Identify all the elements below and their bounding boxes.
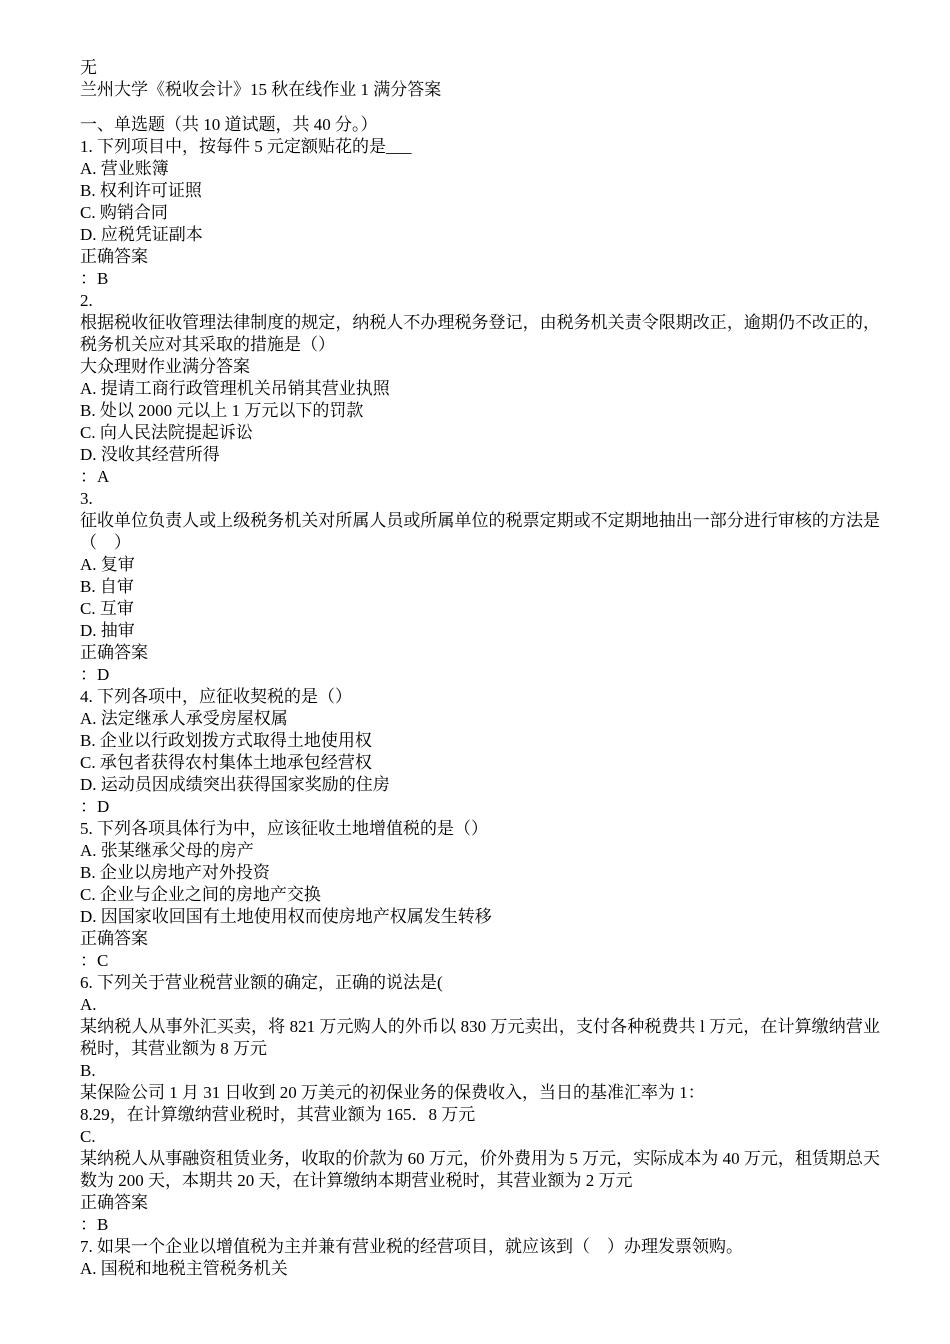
question-number: 3.	[80, 489, 93, 508]
section-heading: 一、单选题（共 10 道试题，共 40 分。）	[80, 115, 378, 134]
option-b: B. 企业以房地产对外投资	[80, 863, 270, 882]
option-d: D. 没收其经营所得	[80, 445, 220, 464]
answer-value: ：C	[80, 951, 109, 970]
option-b: B. 处以 2000 元以上 1 万元以下的罚款	[80, 401, 364, 420]
option-c: C. 承包者获得农村集体土地承包经营权	[80, 753, 372, 772]
question-5	[80, 818, 880, 972]
option-b: B. 自审	[80, 577, 134, 596]
question-3	[80, 488, 880, 686]
top-label: 无	[80, 58, 97, 77]
answer-label: 正确答案	[80, 929, 148, 948]
question-stem: 征收单位负责人或上级税务机关对所属人员或所属单位的税票定期或不定期地抽出一部分进行审核的方法是（ ）	[80, 511, 880, 552]
question-6	[80, 972, 880, 1236]
option-d: D. 抽审	[80, 621, 135, 640]
option-c: C. 企业与企业之间的房地产交换	[80, 885, 321, 904]
answer-label: 正确答案	[80, 247, 148, 266]
option-a-text: 某纳税人从事外汇买卖，将 821 万元购人的外币以 830 万元卖出，支付各种税费共 l 万元，在计算缴纳营业税时，其营业额为 8 万元	[80, 1017, 880, 1058]
question-note: 大众理财作业满分答案	[80, 357, 250, 376]
answer-value: ：A	[80, 467, 110, 486]
question-number: 2.	[80, 291, 93, 310]
answer-label: 正确答案	[80, 1193, 148, 1212]
option-b-text-line1: 某保险公司 1 月 31 日收到 20 万美元的初保业务的保费收入，当日的基准汇率为 1：	[80, 1083, 705, 1102]
option-a: A. 营业账簿	[80, 159, 169, 178]
answer-value: ：B	[80, 1215, 109, 1234]
question-4	[80, 686, 880, 818]
spacer	[80, 101, 880, 114]
option-b: B. 企业以行政划拨方式取得土地使用权	[80, 731, 372, 750]
question-number: 5. 下列各项具体行为中，应该征收土地增值税的是（）	[80, 819, 488, 838]
question-stem: 根据税收征收管理法律制度的规定，纳税人不办理税务登记，由税务机关责令限期改正，逾期仍不改正的，税务机关应对其采取的措施是（）	[80, 313, 880, 354]
question-number: 4. 下列各项中，应征收契税的是（）	[80, 687, 352, 706]
question-7	[80, 1236, 880, 1280]
option-c-marker: C.	[80, 1127, 96, 1146]
answer-value: ：D	[80, 665, 110, 684]
option-a: A. 提请工商行政管理机关吊销其营业执照	[80, 379, 390, 398]
option-a-marker: A.	[80, 995, 97, 1014]
question-number: 6. 下列关于营业税营业额的确定，正确的说法是(	[80, 973, 443, 992]
option-d: D. 因国家收回国有土地使用权而使房地产权属发生转移	[80, 907, 492, 926]
question-number: 7. 如果一个企业以增值税为主并兼有营业税的经营项目，就应该到（ ）办理发票领购。	[80, 1237, 743, 1256]
question-2	[80, 290, 880, 488]
question-number: 1. 下列项目中，按每件 5 元定额贴花的是___	[80, 137, 412, 156]
option-a: A. 张某继承父母的房产	[80, 841, 254, 860]
option-d: D. 应税凭证副本	[80, 225, 203, 244]
document-title: 兰州大学《税收会计》15 秋在线作业 1 满分答案	[80, 80, 442, 99]
option-b-text-line2: 8.29，在计算缴纳营业税时，其营业额为 165．8 万元	[80, 1105, 476, 1124]
option-d: D. 运动员因成绩突出获得国家奖励的住房	[80, 775, 390, 794]
option-c: C. 向人民法院提起诉讼	[80, 423, 253, 442]
option-c: C. 互审	[80, 599, 134, 618]
answer-value: ：B	[80, 269, 109, 288]
answer-label: 正确答案	[80, 643, 148, 662]
document-page	[80, 57, 880, 1280]
option-c-text: 某纳税人从事融资租赁业务，收取的价款为 60 万元，价外费用为 5 万元，实际成本为 40 万元，租赁期总天数为 200 天，本期共 20 天，在计算缴纳本期营业税时，其营业额为 2 万元	[80, 1149, 880, 1190]
option-a: A. 法定继承人承受房屋权属	[80, 709, 288, 728]
option-a: A. 复审	[80, 555, 135, 574]
option-c: C. 购销合同	[80, 203, 168, 222]
answer-value: ：D	[80, 797, 110, 816]
option-b: B. 权利许可证照	[80, 181, 202, 200]
option-b-marker: B.	[80, 1061, 96, 1080]
question-1	[80, 136, 880, 290]
option-a: A. 国税和地税主管税务机关	[80, 1259, 288, 1278]
